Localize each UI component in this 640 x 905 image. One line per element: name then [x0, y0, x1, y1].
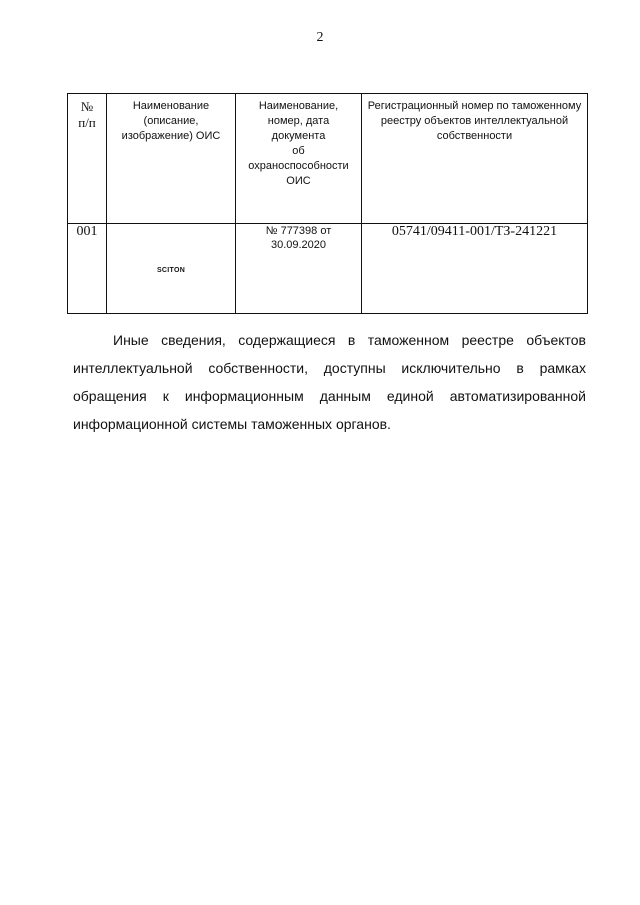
header-name — [107, 94, 236, 224]
table-header-row — [68, 94, 588, 224]
header-document-line: Наименование, — [258, 100, 339, 112]
header-document-line: об — [292, 145, 305, 157]
table-row — [68, 224, 588, 314]
header-name-line: (описание, — [143, 115, 199, 127]
header-document-line: номер, дата — [267, 115, 330, 127]
row-number: 001 — [68, 224, 107, 314]
header-name-line: Наименование — [132, 100, 210, 112]
header-number-line: № — [80, 99, 94, 114]
trademark-image-cell — [107, 224, 236, 314]
header-document-line: документа — [271, 130, 326, 142]
header-registration: Регистрационный номер по таможенному реестру объектов интеллектуальной собственности — [362, 94, 588, 224]
document-cell — [236, 224, 362, 314]
document-number: № 777398 от — [265, 225, 332, 237]
header-document — [236, 94, 362, 224]
registry-table — [67, 93, 588, 314]
header-number — [68, 94, 107, 224]
info-paragraph: Иные сведения, содержащиеся в таможенном реестре объектов интеллектуальной собственности, доступны исключительно в рамках обращения к информационным данным единой автоматизированной информационной системы таможенных органов. — [73, 332, 586, 432]
header-document-line: ОИС — [286, 175, 311, 187]
trademark-logo: SCITON — [156, 267, 186, 274]
header-number-line: п/п — [78, 115, 96, 130]
page-number: 2 — [316, 30, 324, 45]
header-document-line: охраноспособности — [248, 160, 349, 172]
document-date: 30.09.2020 — [270, 239, 327, 251]
registration-number: 05741/09411-001/ТЗ-241221 — [362, 224, 588, 314]
header-name-line: изображение) ОИС — [121, 130, 221, 142]
